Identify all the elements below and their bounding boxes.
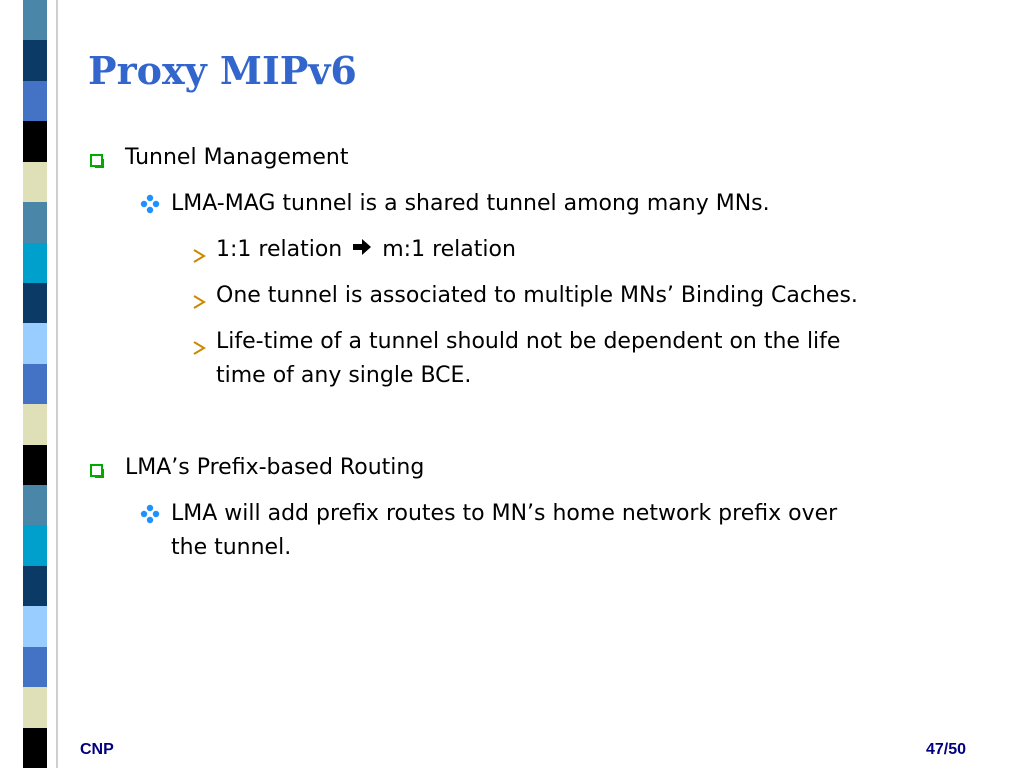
bullet-text-line2: time of any single BCE. <box>216 363 472 388</box>
strip-segment <box>23 283 47 324</box>
checkbox-bullet-icon <box>90 460 105 485</box>
footer-course-label: CNP <box>80 741 114 758</box>
bullet-text: LMA’s Prefix-based Routing <box>125 455 425 480</box>
strip-segment <box>23 525 47 566</box>
slide-title: Proxy MIPv6 <box>88 48 357 93</box>
strip-segment <box>23 243 47 284</box>
relation-after: m:1 relation <box>382 237 516 262</box>
diamond-bullet-icon <box>140 194 160 220</box>
strip-segment <box>23 606 47 647</box>
arrowhead-bullet-icon <box>192 290 206 315</box>
bullet-text-line1: LMA will add prefix routes to MN’s home network prefix over <box>171 501 838 526</box>
strip-segment <box>23 81 47 122</box>
relation-before: 1:1 relation <box>216 237 343 262</box>
strip-segment <box>23 162 47 203</box>
relation-text <box>216 233 516 267</box>
arrowhead-bullet-icon <box>192 244 206 269</box>
strip-segment <box>23 404 47 445</box>
strip-segment <box>23 202 47 243</box>
arrowhead-bullet-icon <box>192 336 206 361</box>
footer-page-number: 47/50 <box>926 741 967 758</box>
bullet-text-line1: Life-time of a tunnel should not be dependent on the life <box>216 329 841 354</box>
strip-segment <box>23 445 47 486</box>
strip-segment <box>23 728 47 768</box>
strip-segment <box>23 0 47 41</box>
right-arrow-icon <box>352 233 372 267</box>
strip-segment <box>23 566 47 607</box>
strip-segment <box>23 687 47 728</box>
side-divider-line <box>56 0 58 768</box>
strip-segment <box>23 323 47 364</box>
bullet-text: Tunnel Management <box>125 145 349 170</box>
bullet-text: One tunnel is associated to multiple MNs’ Binding Caches. <box>216 283 858 308</box>
decorative-side-strip <box>23 0 47 768</box>
checkbox-bullet-icon <box>90 150 105 175</box>
strip-segment <box>23 485 47 526</box>
strip-segment <box>23 121 47 162</box>
strip-segment <box>23 364 47 405</box>
strip-segment <box>23 40 47 81</box>
diamond-bullet-icon <box>140 504 160 530</box>
bullet-text-line2: the tunnel. <box>171 535 292 560</box>
bullet-text: LMA-MAG tunnel is a shared tunnel among many MNs. <box>171 191 770 216</box>
strip-segment <box>23 647 47 688</box>
